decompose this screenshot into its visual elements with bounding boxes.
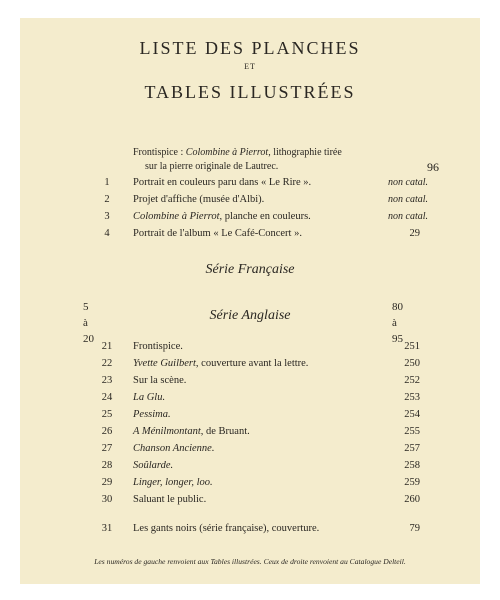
plate-number: 4 [104,228,110,239]
plate-title [133,492,206,508]
list-item [20,226,480,242]
list-item [20,521,480,537]
list-item [20,441,480,457]
plate-title [133,209,311,225]
plate-title [133,226,302,242]
plate-title [133,407,171,423]
catalogue-ref: 253 [404,392,420,403]
title-conjunction: ET [244,62,256,71]
plate-title-suffix: , de Bruant. [200,426,250,437]
plate-number: 23 [101,375,113,386]
plate-title-italic: Yvette Guilbert [133,358,196,369]
plate-title-italic: A Ménilmontant [133,426,201,437]
frontispiece-label: Frontispice : [133,147,186,158]
plate-title-text: Projet d'affiche (musée d'Albi). [133,194,265,205]
frontispiece-line1 [133,146,433,160]
serie-francaise-range-right: 80 à 95 [392,301,403,345]
list-item [20,475,480,491]
serie-francaise-range-left: 5 à 20 [83,301,94,345]
list-item [20,209,480,225]
plate-title [133,458,173,474]
plate-number: 29 [101,477,113,488]
catalogue-ref: 251 [404,341,420,352]
plate-number: 26 [101,426,113,437]
plate-number: 24 [101,392,113,403]
plate-number: 1 [104,177,110,188]
page-title-line1: LISTE DES PLANCHES [139,38,361,58]
plate-title-italic: Colombine à Pierrot [133,211,220,222]
plate-title-suffix: , planche en couleurs. [219,211,311,222]
plate-title-italic: La Glu. [133,392,166,403]
plate-title-italic: Soûlarde. [133,460,174,471]
plate-number: 31 [101,523,113,534]
book-page [20,18,480,584]
frontispiece-ref: 96 [427,160,439,174]
plate-title [133,339,183,355]
plate-title [133,475,213,491]
catalogue-ref: 250 [404,358,420,369]
page-title-line2: TABLES ILLUSTRÉES [144,82,356,102]
plate-title-text: Sur la scène. [133,375,187,386]
catalogue-ref: 260 [404,494,420,505]
plate-number: 25 [101,409,113,420]
plate-number: 30 [101,494,113,505]
list-item [20,175,480,191]
plate-title-text: Saluant le public. [133,494,207,505]
plate-number: 2 [104,194,110,205]
frontispiece-desc1: , lithographie tirée [268,147,342,158]
plate-title [133,521,319,537]
frontispiece-entry [133,146,439,174]
plate-title [133,175,311,191]
catalogue-ref: 255 [404,426,420,437]
catalogue-ref: non catal. [388,194,428,205]
plate-title [133,424,250,440]
plate-number: 22 [101,358,113,369]
plate-title-text: Frontispice. [133,341,183,352]
plate-title [133,373,186,389]
catalogue-ref: 79 [409,523,420,534]
plate-number: 27 [101,443,113,454]
catalogue-ref: 254 [404,409,420,420]
catalogue-ref: 257 [404,443,420,454]
plate-title-text: Portrait de l'album « Le Café-Concert ». [133,228,302,239]
plate-title-italic: Chanson Ancienne. [133,443,215,454]
footnote: Les numéros de gauche renvoient aux Tables illustrées. Ceux de droite renvoient au Catalogue Delteil. [94,557,406,566]
list-item [20,339,480,355]
list-item [20,373,480,389]
list-item [20,424,480,440]
plate-title-italic: Pessima. [133,409,171,420]
list-item [20,390,480,406]
catalogue-ref: 29 [409,228,420,239]
list-item [20,192,480,208]
plate-title-text: Portrait en couleurs paru dans « Le Rire ». [133,177,312,188]
plate-number: 3 [104,211,110,222]
list-item [20,407,480,423]
plate-title [133,441,214,457]
plate-title [133,390,165,406]
catalogue-ref: non catal. [388,211,428,222]
list-item [20,356,480,372]
catalogue-ref: 258 [404,460,420,471]
plate-title-text: Les gants noirs (série française), couverture. [133,523,320,534]
catalogue-ref: non catal. [388,177,428,188]
serie-francaise-heading: Série Française [205,262,295,277]
catalogue-ref: 252 [404,375,420,386]
frontispiece-desc2: sur la pierre originale de Lautrec. [145,161,279,172]
plate-number: 21 [101,341,113,352]
catalogue-ref: 259 [404,477,420,488]
plate-title-suffix: , couverture avant la lettre. [195,358,309,369]
list-item [20,492,480,508]
plate-title-italic: Linger, longer, loo. [133,477,213,488]
list-item [20,458,480,474]
plate-number: 28 [101,460,113,471]
plate-title [133,192,264,208]
serie-anglaise-heading: Série Anglaise [209,308,291,323]
plate-title [133,356,308,372]
frontispiece-title: Colombine à Pierrot [185,147,269,158]
